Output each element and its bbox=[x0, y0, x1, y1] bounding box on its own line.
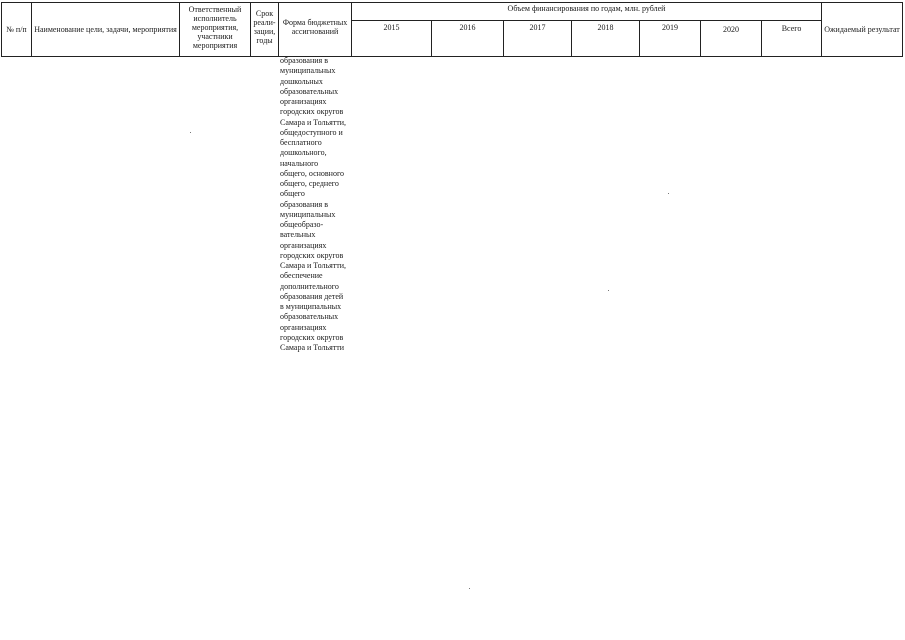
text-line: организациях bbox=[280, 97, 327, 106]
text-line: начального bbox=[280, 158, 319, 168]
text-line: городских округов bbox=[280, 332, 344, 342]
text-line: Самара и Тольятти, bbox=[280, 117, 347, 127]
text-line: вательных bbox=[280, 230, 316, 240]
scan-speck bbox=[190, 132, 191, 133]
text-line: муниципальных bbox=[280, 209, 336, 219]
text-line: общеобразо- bbox=[280, 220, 324, 229]
header-year-2016: 2016 bbox=[432, 21, 504, 57]
header-year-2015: 2015 bbox=[352, 21, 432, 57]
text-line: образовательных bbox=[280, 86, 339, 96]
header-name: Наименование цели, задачи, мероприятия bbox=[32, 3, 180, 57]
header-period: Срок реали-зации, годы bbox=[251, 3, 279, 57]
funding-table bbox=[1, 2, 903, 57]
text-line: образования в bbox=[280, 199, 328, 209]
scan-speck bbox=[469, 588, 470, 589]
header-funding: Объем финансирования по годам, млн. рублей bbox=[352, 3, 822, 21]
text-line: Самара и Тольятти bbox=[280, 343, 345, 352]
budget-form-text bbox=[280, 56, 352, 353]
header-year-2019: 2019 bbox=[640, 21, 701, 57]
header-executor: Ответственный исполнитель мероприятия, участники мероприятия bbox=[180, 3, 251, 57]
header-year-2018: 2018 bbox=[572, 21, 640, 57]
text-line: городских округов bbox=[280, 250, 344, 260]
text-line: общего, среднего bbox=[280, 179, 339, 188]
text-line: Самара и Тольятти, bbox=[280, 261, 347, 270]
text-line: общедоступного и bbox=[280, 127, 343, 137]
text-line: муниципальных bbox=[280, 66, 336, 76]
scan-speck bbox=[608, 290, 609, 291]
text-line: дополнительного bbox=[280, 281, 339, 291]
text-line: общего bbox=[280, 189, 305, 199]
text-line: образования в bbox=[280, 56, 328, 65]
header-number: № п/п bbox=[2, 3, 32, 57]
text-line: бесплатного bbox=[280, 138, 322, 147]
text-line: обеспечение bbox=[280, 271, 323, 281]
text-line: образовательных bbox=[280, 312, 339, 322]
text-line: общего, основного bbox=[280, 168, 345, 178]
text-line: городских округов bbox=[280, 107, 344, 117]
text-line: организациях bbox=[280, 240, 327, 250]
header-year-2020: 2020 bbox=[701, 21, 762, 57]
header-expected-result: Ожидаемый результат bbox=[822, 3, 903, 57]
text-line: дошкольного, bbox=[280, 148, 327, 158]
text-line: в муниципальных bbox=[280, 302, 342, 311]
header-total: Всего bbox=[762, 21, 822, 57]
header-budget-form: Форма бюджетных ассигнований bbox=[279, 3, 352, 57]
text-line: образования детей bbox=[280, 291, 344, 301]
text-line: организациях bbox=[280, 322, 327, 332]
text-line: дошкольных bbox=[280, 76, 323, 86]
scan-speck bbox=[668, 193, 669, 194]
header-year-2017: 2017 bbox=[504, 21, 572, 57]
